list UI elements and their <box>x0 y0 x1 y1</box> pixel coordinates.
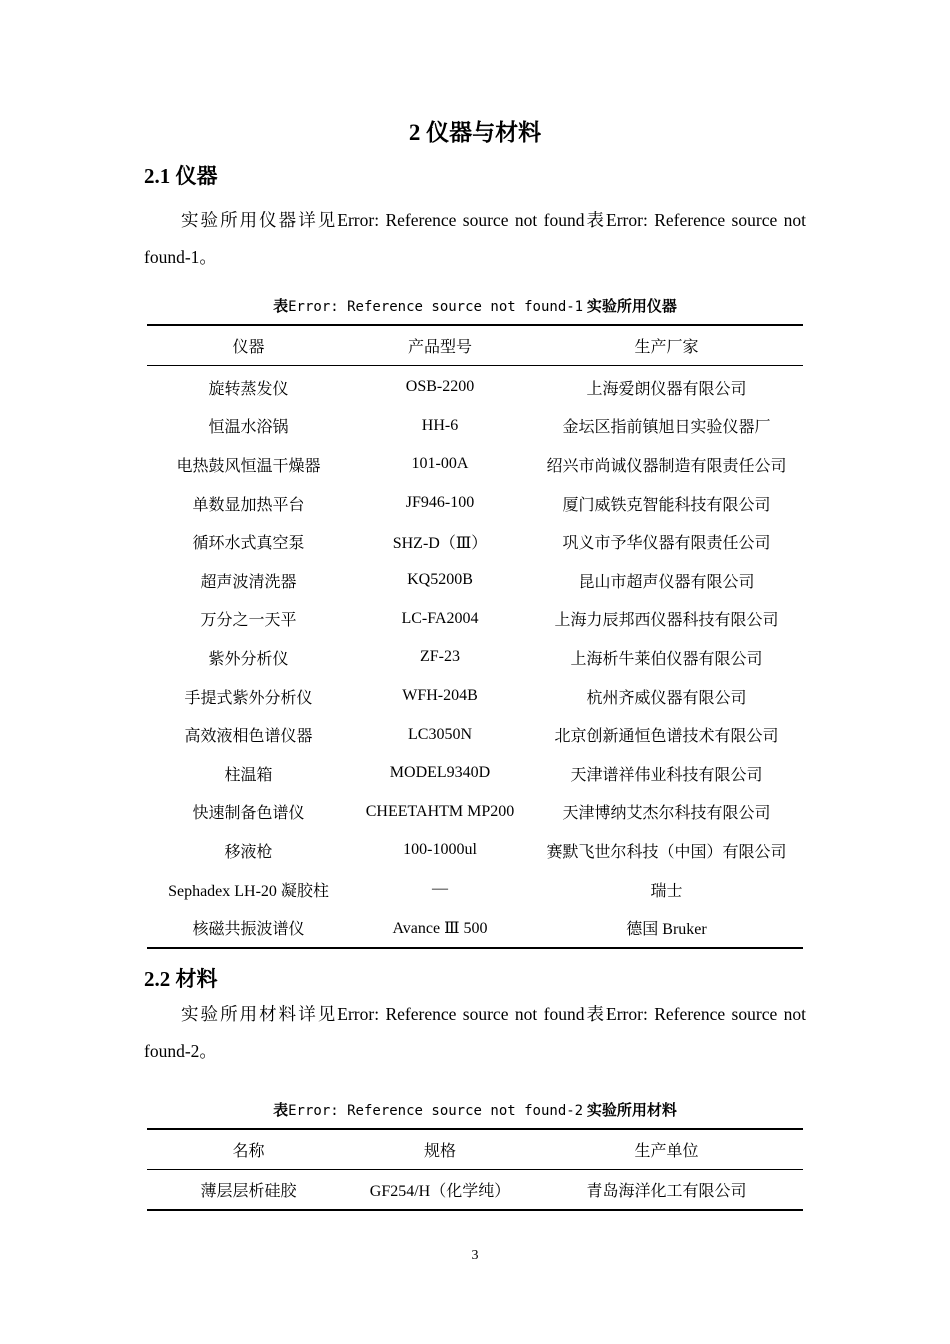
cell-col-3: 厦门威铁克智能科技有限公司 <box>562 496 771 514</box>
cell-col-1: 旋转蒸发仪 <box>208 380 289 398</box>
table-row <box>147 677 803 716</box>
cell-col-1: 单数显加热平台 <box>192 496 305 514</box>
header-model: 产品型号 <box>350 325 530 366</box>
cell-col-3: 赛默飞世尔科技（中国）有限公司 <box>546 843 787 861</box>
page-number: 3 <box>471 1248 479 1263</box>
materials-table <box>147 1128 803 1211</box>
table-row <box>147 600 803 639</box>
cell-col-2: KQ5200B <box>407 571 473 589</box>
instruments-table-caption <box>0 295 950 316</box>
cell-col-3: 绍兴市尚诚仪器制造有限责任公司 <box>546 457 787 475</box>
caption-prefix: 表 <box>273 1103 289 1119</box>
cell-col-2: JF946-100 <box>405 494 475 512</box>
cell-col-2: SHZ-D（Ⅲ） <box>392 535 488 553</box>
header-name: 名称 <box>147 1129 350 1170</box>
table-row <box>147 561 803 600</box>
cell-col-1: 万分之一天平 <box>200 612 297 630</box>
cell-col-2: 101-00A <box>411 455 469 473</box>
cell-col-3: 上海析牛莱伯仪器有限公司 <box>570 650 763 668</box>
cell-col-3: 昆山市超声仪器有限公司 <box>578 573 755 591</box>
cell-col-1: 超声波清洗器 <box>200 573 297 591</box>
table-row <box>147 870 803 909</box>
chapter-title: 2 仪器与材料 <box>408 120 542 145</box>
materials-table-body <box>147 1170 803 1211</box>
section-heading-materials: 2.2 材料 <box>144 967 218 991</box>
cell-col-3: 北京创新通恒色谱技术有限公司 <box>554 728 779 746</box>
table-header-row <box>147 1129 803 1170</box>
table-row <box>147 831 803 870</box>
instruments-table-body <box>147 366 803 948</box>
cell-col-2: HH-6 <box>421 416 459 434</box>
cell-col-1: 快速制备色谱仪 <box>192 805 305 823</box>
cell-col-2: 100-1000ul <box>403 841 477 859</box>
cell-col-2: WFH-204B <box>402 687 478 705</box>
cell-col-3: 瑞士 <box>650 882 683 900</box>
section-heading-instruments: 2.1 仪器 <box>144 164 218 188</box>
cell-col-1: 手提式紫外分析仪 <box>184 689 313 707</box>
cell-col-2: Avance Ⅲ 500 <box>350 908 530 948</box>
cell-col-1: 紫外分析仪 <box>208 650 289 668</box>
table-row <box>147 522 803 561</box>
table-row <box>147 1170 803 1211</box>
cell-col-2: OSB-2200 <box>405 378 475 396</box>
cell-col-3: 德国 Bruker <box>530 908 803 948</box>
materials-paragraph: 实验所用材料详见Error: Reference source not found表Error: Reference source not found-2。 <box>144 1004 806 1061</box>
table-row <box>147 407 803 446</box>
header-producer: 生产单位 <box>530 1129 803 1170</box>
cell-col-3: 上海爱朗仪器有限公司 <box>586 380 747 398</box>
caption-reference: Error: Reference source not found-2 <box>288 1103 584 1119</box>
cell-col-2: GF254/H（化学纯） <box>350 1170 530 1211</box>
materials-table-caption <box>0 1099 950 1120</box>
cell-col-1: 柱温箱 <box>224 766 273 784</box>
cell-col-2: ZF-23 <box>420 648 460 666</box>
cell-col-3: 杭州齐威仪器有限公司 <box>586 689 747 707</box>
table-row <box>147 793 803 832</box>
instruments-table <box>147 324 803 949</box>
header-spec: 规格 <box>350 1129 530 1170</box>
cell-col-2: LC-FA2004 <box>401 609 479 627</box>
caption-prefix: 表 <box>273 299 289 315</box>
cell-col-1: 循环水式真空泵 <box>192 535 305 553</box>
cell-col-2: LC3050N <box>408 725 472 743</box>
cell-col-3: 天津博纳艾杰尔科技有限公司 <box>562 805 771 823</box>
caption-reference: Error: Reference source not found-1 <box>288 299 584 315</box>
caption-title: 实验所用仪器 <box>586 299 677 315</box>
cell-col-2: MODEL9340D <box>389 764 491 782</box>
cell-col-1: 恒温水浴锅 <box>208 419 289 437</box>
cell-col-3: 巩义市予华仪器有限责任公司 <box>562 535 771 553</box>
cell-col-1: 核磁共振波谱仪 <box>147 908 350 948</box>
table-row <box>147 638 803 677</box>
cell-col-2: — <box>432 880 448 898</box>
table-row <box>147 366 803 407</box>
cell-col-1: 电热鼓风恒温干燥器 <box>176 457 321 475</box>
cell-col-3: 天津谱祥伟业科技有限公司 <box>570 766 763 784</box>
table-row <box>147 754 803 793</box>
table-row <box>147 715 803 754</box>
table-row <box>147 908 803 948</box>
cell-col-1: 高效液相色谱仪器 <box>184 728 313 746</box>
caption-title: 实验所用材料 <box>586 1103 677 1119</box>
cell-col-3: 上海力辰邦西仪器科技有限公司 <box>554 612 779 630</box>
table-header-row <box>147 325 803 366</box>
cell-col-1: 薄层层析硅胶 <box>147 1170 350 1211</box>
cell-col-3: 青岛海洋化工有限公司 <box>530 1170 803 1211</box>
table-row <box>147 445 803 484</box>
cell-col-3: 金坛区指前镇旭日实验仪器厂 <box>562 419 771 437</box>
header-manufacturer: 生产厂家 <box>530 325 803 366</box>
cell-col-1: Sephadex LH-20 凝胶柱 <box>168 882 329 900</box>
cell-col-2: CHEETAHTM MP200 <box>365 802 515 820</box>
header-instrument: 仪器 <box>147 325 350 366</box>
instruments-paragraph: 实验所用仪器详见Error: Reference source not found表Error: Reference source not found-1。 <box>144 210 806 267</box>
cell-col-1: 移液枪 <box>224 843 273 861</box>
table-row <box>147 484 803 523</box>
